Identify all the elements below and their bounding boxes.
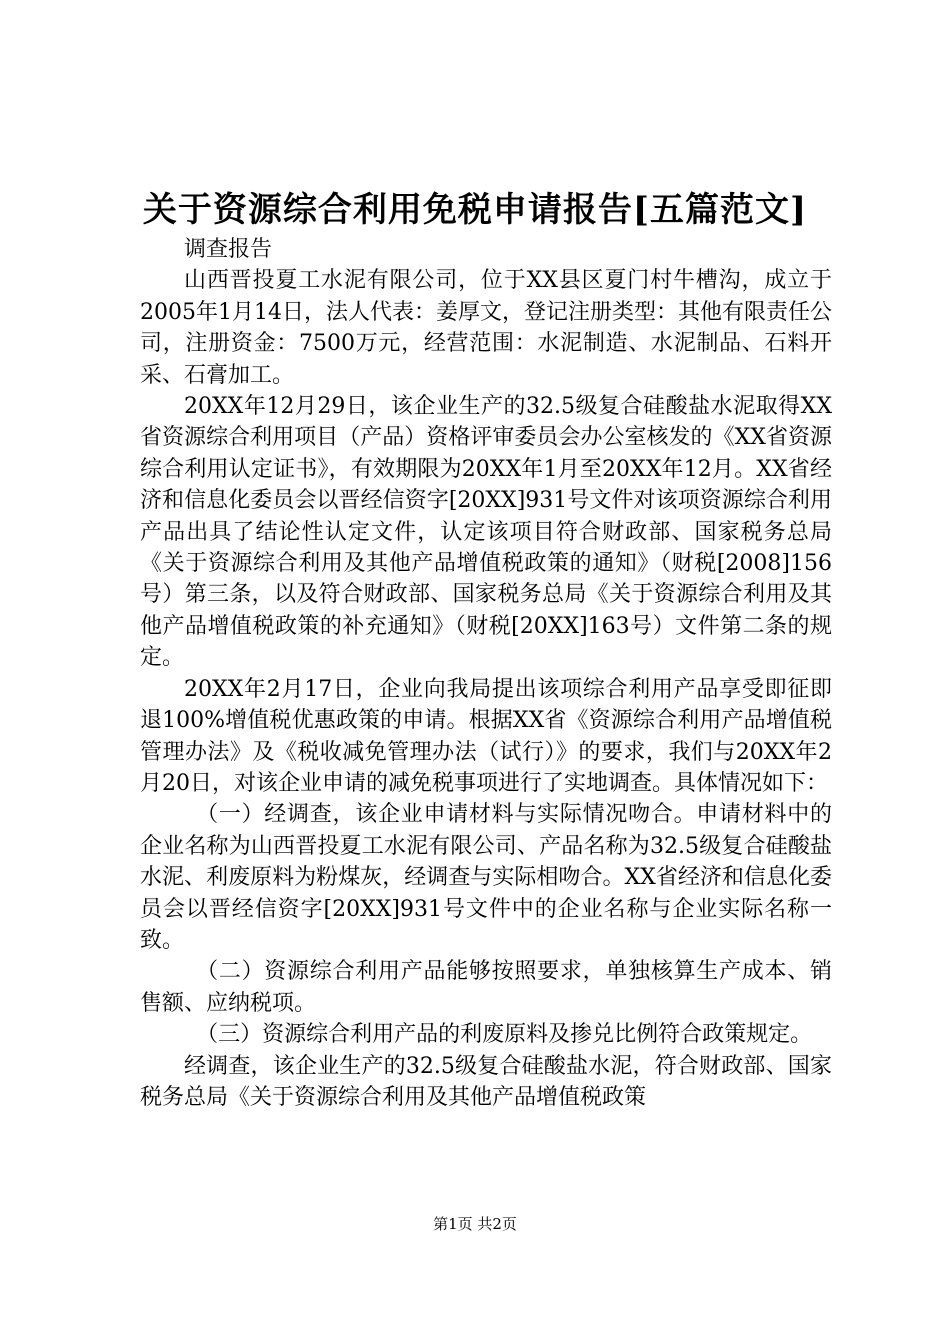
paragraph-company-info: 山西晋投夏工水泥有限公司，位于XX县区夏门村牛槽沟，成立于2005年1月14日，法人代表：姜厚文，登记注册类型：其他有限责任公司，注册资金：7500万元，经营范围：水泥制造、水泥制品、石料开采、石膏加工。 [140,268,832,388]
paragraph-conclusion: 经调查，该企业生产的32.5级复合硅酸盐水泥，符合财政部、国家税务总局《关于资源综合利用及其他产品增值税政策 [140,1053,832,1110]
paragraph-finding-3: （三）资源综合利用产品的利废原料及掺兑比例符合政策规定。 [196,1022,813,1048]
paragraph-heading: 调查报告 [184,237,273,262]
paragraph-certification: 20XX年12月29日，该企业生产的32.5级复合硅酸盐水泥取得XX省资源综合利用项目（产品）资格评审委员会办公室核发的《XX省资源综合利用认定证书》，有效期限为20XX年1月至20XX年12月。XX省经济和信息化委员会以晋经信资字[20XX]931号文件对该项资源综合利用产品出具了结论性认定文件，认定该项目符合财政部、国家税务总局《关于资源综合利用及其他产品增值税政策的通知》（财税[2008]156号）第三条，以及符合财政部、国家税务总局《关于资源综合利用及其他产品增值税政策的补充通知》（财税[20XX]163号）文件第二条的规定。 [140,394,832,671]
document-title: 关于资源综合利用免税申请报告[五篇范文] [142,190,808,230]
paragraph-finding-1: （一）经调查，该企业申请材料与实际情况吻合。申请材料中的企业名称为山西晋投夏工水泥有限公司、产品名称为32.5级复合硅酸盐水泥、利废原料为粉煤灰，经调查与实际相吻合。XX省经济和信息化委员会以晋经信资字[20XX]931号文件中的企业名称与企业实际名称一致。 [140,802,832,953]
document-body [140,234,832,1113]
page-footer: 第1页 共2页 [433,1215,517,1233]
paragraph-finding-2: （二）资源综合利用产品能够按照要求，单独核算生产成本、销售额、应纳税项。 [140,959,832,1016]
paragraph-application: 20XX年2月17日，企业向我局提出该项综合利用产品享受即征即退100%增值税优惠政策的申请。根据XX省《资源综合利用产品增值税管理办法》及《税收减免管理办法（试行）》的要求，我们与20XX年2月20日，对该企业申请的减免税事项进行了实地调查。具体情况如下： [140,676,832,796]
